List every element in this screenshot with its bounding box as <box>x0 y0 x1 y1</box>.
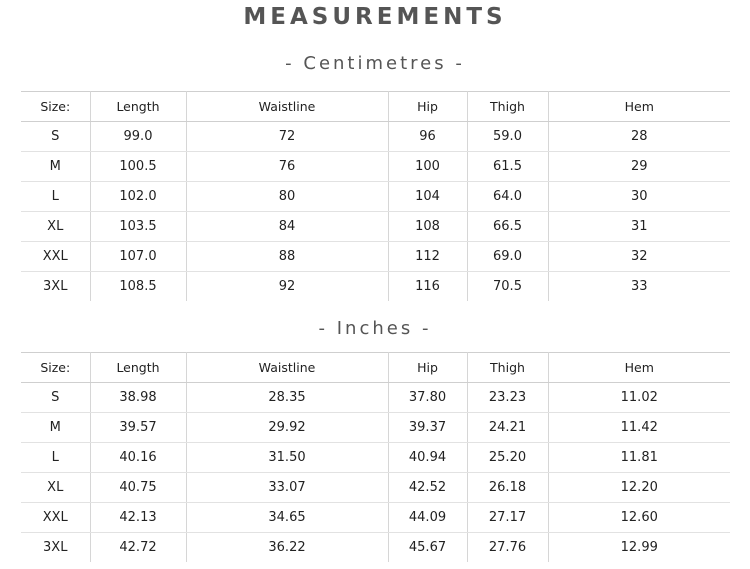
cell-waistline: 31.50 <box>186 443 388 473</box>
cell-length: 100.5 <box>90 152 186 182</box>
cell-thigh: 27.17 <box>467 503 548 533</box>
cell-thigh: 64.0 <box>467 182 548 212</box>
cell-waistline: 92 <box>186 272 388 302</box>
cell-waistline: 88 <box>186 242 388 272</box>
cell-waistline: 72 <box>186 122 388 152</box>
cell-length: 102.0 <box>90 182 186 212</box>
cell-length: 40.75 <box>90 473 186 503</box>
header-waistline: Waistline <box>186 353 388 383</box>
cell-size: S <box>21 383 90 413</box>
cell-hip: 112 <box>388 242 467 272</box>
centimetres-table <box>21 91 730 301</box>
page-title: MEASUREMENTS <box>243 4 507 30</box>
cell-hip: 37.80 <box>388 383 467 413</box>
cell-waistline: 80 <box>186 182 388 212</box>
cell-size: L <box>21 443 90 473</box>
inches-heading: - Inches - <box>318 318 432 339</box>
header-length: Length <box>90 353 186 383</box>
table-row <box>21 152 730 182</box>
table-row <box>21 122 730 152</box>
cell-waistline: 34.65 <box>186 503 388 533</box>
table-row <box>21 242 730 272</box>
cell-length: 108.5 <box>90 272 186 302</box>
cell-hem: 12.60 <box>548 503 730 533</box>
cell-waistline: 36.22 <box>186 533 388 563</box>
table-row <box>21 272 730 302</box>
cell-hip: 42.52 <box>388 473 467 503</box>
cell-hem: 30 <box>548 182 730 212</box>
cell-size: 3XL <box>21 272 90 302</box>
cell-hem: 11.42 <box>548 413 730 443</box>
cell-thigh: 24.21 <box>467 413 548 443</box>
header-thigh: Thigh <box>467 92 548 122</box>
cell-size: XXL <box>21 242 90 272</box>
cell-thigh: 25.20 <box>467 443 548 473</box>
cell-size: XXL <box>21 503 90 533</box>
table-row <box>21 212 730 242</box>
cell-hip: 100 <box>388 152 467 182</box>
cell-size: M <box>21 413 90 443</box>
cell-size: S <box>21 122 90 152</box>
cell-length: 107.0 <box>90 242 186 272</box>
cell-hem: 12.20 <box>548 473 730 503</box>
cell-hem: 12.99 <box>548 533 730 563</box>
centimetres-heading: - Centimetres - <box>285 53 465 74</box>
cell-size: XL <box>21 473 90 503</box>
cell-thigh: 70.5 <box>467 272 548 302</box>
table-row <box>21 443 730 473</box>
table-row <box>21 383 730 413</box>
cell-length: 39.57 <box>90 413 186 443</box>
header-hip: Hip <box>388 353 467 383</box>
header-thigh: Thigh <box>467 353 548 383</box>
cell-hip: 39.37 <box>388 413 467 443</box>
cell-length: 42.13 <box>90 503 186 533</box>
cell-thigh: 59.0 <box>467 122 548 152</box>
cell-hip: 40.94 <box>388 443 467 473</box>
cell-waistline: 76 <box>186 152 388 182</box>
cell-hip: 116 <box>388 272 467 302</box>
cell-waistline: 28.35 <box>186 383 388 413</box>
cell-hem: 33 <box>548 272 730 302</box>
table-row <box>21 182 730 212</box>
cell-thigh: 69.0 <box>467 242 548 272</box>
cell-hip: 45.67 <box>388 533 467 563</box>
cell-thigh: 23.23 <box>467 383 548 413</box>
cell-length: 42.72 <box>90 533 186 563</box>
table-row <box>21 413 730 443</box>
cell-hem: 11.02 <box>548 383 730 413</box>
cell-length: 40.16 <box>90 443 186 473</box>
table-row <box>21 533 730 563</box>
header-hem: Hem <box>548 353 730 383</box>
cell-size: L <box>21 182 90 212</box>
table-header-row <box>21 92 730 122</box>
cell-length: 38.98 <box>90 383 186 413</box>
cell-size: 3XL <box>21 533 90 563</box>
cell-hem: 31 <box>548 212 730 242</box>
cell-waistline: 84 <box>186 212 388 242</box>
inches-table <box>21 352 730 562</box>
cell-thigh: 61.5 <box>467 152 548 182</box>
cell-length: 103.5 <box>90 212 186 242</box>
cell-hem: 28 <box>548 122 730 152</box>
cell-waistline: 29.92 <box>186 413 388 443</box>
header-hem: Hem <box>548 92 730 122</box>
cell-hip: 108 <box>388 212 467 242</box>
cell-hip: 96 <box>388 122 467 152</box>
header-size: Size: <box>21 353 90 383</box>
cell-hem: 11.81 <box>548 443 730 473</box>
cell-hip: 44.09 <box>388 503 467 533</box>
header-waistline: Waistline <box>186 92 388 122</box>
header-hip: Hip <box>388 92 467 122</box>
cell-hip: 104 <box>388 182 467 212</box>
cell-thigh: 26.18 <box>467 473 548 503</box>
table-header-row <box>21 353 730 383</box>
cell-hem: 29 <box>548 152 730 182</box>
header-length: Length <box>90 92 186 122</box>
cell-size: XL <box>21 212 90 242</box>
table-row <box>21 503 730 533</box>
header-size: Size: <box>21 92 90 122</box>
cell-size: M <box>21 152 90 182</box>
table-row <box>21 473 730 503</box>
cell-waistline: 33.07 <box>186 473 388 503</box>
cell-length: 99.0 <box>90 122 186 152</box>
cell-thigh: 66.5 <box>467 212 548 242</box>
cell-thigh: 27.76 <box>467 533 548 563</box>
cell-hem: 32 <box>548 242 730 272</box>
